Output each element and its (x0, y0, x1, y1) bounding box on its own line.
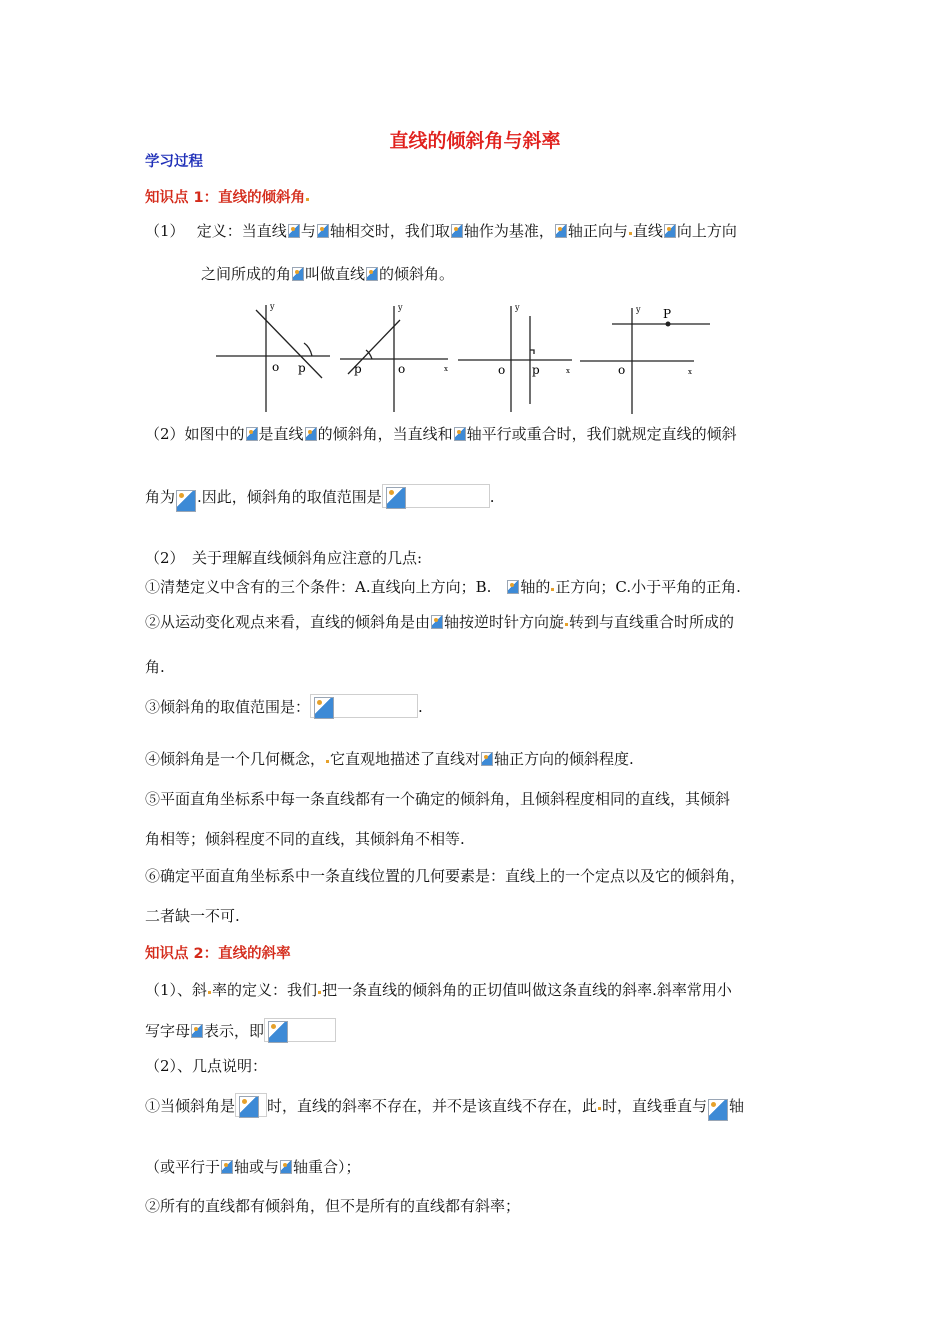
text: . (489, 488, 495, 506)
text: 写字母 (145, 1022, 191, 1040)
text: 轴相交时，我们取 (329, 222, 450, 240)
figure-2 (340, 306, 448, 412)
point-label: p (354, 362, 362, 376)
formula-image-icon (507, 580, 519, 594)
text: 直线 (632, 222, 663, 240)
formula-image-icon (221, 1160, 233, 1174)
origin-label: o (498, 363, 506, 377)
kp1-definition-line1 (145, 221, 737, 241)
knowledge-point-2-heading: 知识点 2：直线的斜率 (145, 946, 291, 962)
list-item-3 (145, 694, 423, 718)
text: ①清楚定义中含有的三个条件：A.直线向上方向；B. (145, 578, 507, 596)
text: 叫做直线 (305, 265, 366, 283)
text: 轴重合）； (293, 1158, 361, 1176)
list-item-6-cont: 二者缺一不可. (145, 907, 240, 925)
text: 的倾斜角，当直线和 (317, 425, 453, 443)
y-axis-label: y (515, 303, 520, 312)
text: 轴 (729, 1097, 745, 1115)
formula-image-icon (268, 1021, 288, 1043)
figure-3 (458, 306, 572, 412)
formula-image-icon (317, 224, 329, 238)
formula-image-icon (288, 224, 300, 238)
formula-image-icon (176, 490, 196, 512)
figure-4 (580, 308, 710, 414)
text: 之间所成的角 (201, 265, 292, 283)
kp2-item-1 (145, 1093, 744, 1121)
text: 的倾斜角。 (379, 265, 455, 283)
text: 是直线 (258, 425, 304, 443)
formula-image-icon (292, 267, 304, 281)
marker-dot (306, 198, 309, 201)
origin-label: o (398, 362, 406, 376)
point-label: P (663, 307, 672, 321)
formula-image-icon (305, 427, 317, 441)
kp2-para2: （2）、几点说明： (145, 1057, 268, 1075)
text: （2）如图中的 (145, 425, 245, 443)
list-item-2 (145, 612, 734, 632)
text: 轴正向与 (567, 222, 628, 240)
formula-image-icon (386, 487, 406, 509)
point-label: p (298, 361, 306, 375)
point-p-marker (666, 322, 671, 327)
text: .因此，倾斜角的取值范围是 (197, 488, 382, 506)
text: ③倾斜角的取值范围是： (145, 698, 311, 716)
text: 表示，即 (204, 1022, 265, 1040)
text: 时，直线垂直与 (602, 1097, 708, 1115)
list-item-1 (145, 577, 741, 597)
formula-range-box (310, 694, 418, 718)
formula-image-icon (239, 1096, 259, 1118)
text: 与 (300, 222, 316, 240)
kp1-para3: （2） 关于理解直线倾斜角应注意的几点: (145, 549, 423, 567)
text: 轴的 (520, 578, 551, 596)
list-item-5: ⑤平面直角坐标系中每一条直线都有一个确定的倾斜角，且倾斜程度相同的直线，其倾斜 (145, 790, 731, 808)
origin-label: o (272, 360, 280, 374)
text: 轴正方向的倾斜程度. (494, 750, 634, 768)
formula-image-icon (664, 224, 676, 238)
formula-image-icon (451, 224, 463, 238)
text: 轴按逆时针方向旋 (444, 613, 565, 631)
formula-image-icon (454, 427, 466, 441)
kp1-para2-line2 (145, 484, 495, 512)
text: 轴或与 (234, 1158, 280, 1176)
formula-range-box (382, 484, 490, 508)
text: . (418, 698, 423, 716)
text: （1）、斜 (145, 981, 208, 999)
point-label: p (532, 363, 540, 377)
text: 率的定义：我们 (212, 981, 318, 999)
text: 时，直线的斜率不存在，并不是该直线不存在，此 (267, 1097, 598, 1115)
text: 轴平行或重合时，我们就规定直线的倾斜 (466, 425, 737, 443)
y-axis-label: y (398, 303, 403, 312)
text: 它直观地描述了直线对 (330, 750, 481, 768)
text: 轴作为基准， (463, 222, 554, 240)
formula-image-icon (366, 267, 378, 281)
inclination-angle-figures (212, 300, 712, 418)
text: 把一条直线的倾斜角的正切值叫做这条直线的斜率.斜率常用小 (322, 981, 732, 999)
marker-dot (326, 760, 329, 763)
text: 角为 (145, 488, 176, 506)
text: ④倾斜角是一个几何概念， (145, 750, 326, 768)
text: 转到与直线重合时所成的 (569, 613, 735, 631)
kp1-definition-line2 (201, 264, 454, 284)
x-axis-label: x (688, 368, 692, 376)
text: ①当倾斜角是 (145, 1097, 236, 1115)
kp1-para2-line1 (145, 424, 737, 444)
x-axis-label: x (566, 367, 570, 375)
section-heading-study: 学习过程 (145, 154, 203, 170)
list-item-5-cont: 角相等；倾斜程度不同的直线，其倾斜角不相等. (145, 830, 465, 848)
kp1-title-text: 知识点 1：直线的倾斜角 (145, 190, 306, 206)
list-item-4 (145, 749, 634, 769)
origin-label: o (618, 363, 626, 377)
formula-image-icon (280, 1160, 292, 1174)
text: ②从运动变化观点来看，直线的倾斜角是由 (145, 613, 431, 631)
formula-image-icon (246, 427, 258, 441)
kp2-definition-line2 (145, 1018, 336, 1042)
list-item-2-cont: 角. (145, 658, 165, 676)
text: （1） 定义：当直线 (145, 222, 287, 240)
kp2-item-1-cont (145, 1157, 361, 1177)
formula-image-icon (481, 752, 493, 766)
marker-dot (565, 623, 568, 626)
marker-dot (318, 991, 321, 994)
page-title: 直线的倾斜角与斜率 (389, 130, 561, 152)
text: （或平行于 (145, 1158, 221, 1176)
formula-image-icon (555, 224, 567, 238)
formula-angle-box (235, 1093, 267, 1117)
kp2-definition-line1 (145, 980, 732, 1000)
x-axis-label: x (444, 365, 448, 373)
marker-dot (598, 1107, 601, 1110)
y-axis-label: y (636, 305, 641, 314)
marker-dot (551, 588, 554, 591)
marker-dot (629, 232, 632, 235)
formula-slope-box (264, 1018, 336, 1042)
y-axis-label: y (270, 302, 275, 311)
knowledge-point-1-heading (145, 188, 310, 208)
text: 向上方向 (676, 222, 737, 240)
angle-arc (304, 343, 312, 356)
list-item-6: ⑥确定平面直角坐标系中一条直线位置的几何要素是：直线上的一个定点以及它的倾斜角， (145, 867, 746, 885)
kp2-item-2: ②所有的直线都有倾斜角，但不是所有的直线都有斜率； (145, 1197, 521, 1215)
formula-image-icon (708, 1099, 728, 1121)
text: 正方向；C.小于平角的正角. (555, 578, 741, 596)
formula-image-icon (431, 615, 443, 629)
marker-dot (208, 991, 211, 994)
figure-1 (216, 305, 330, 412)
formula-image-icon (314, 697, 334, 719)
formula-image-icon (191, 1024, 203, 1038)
